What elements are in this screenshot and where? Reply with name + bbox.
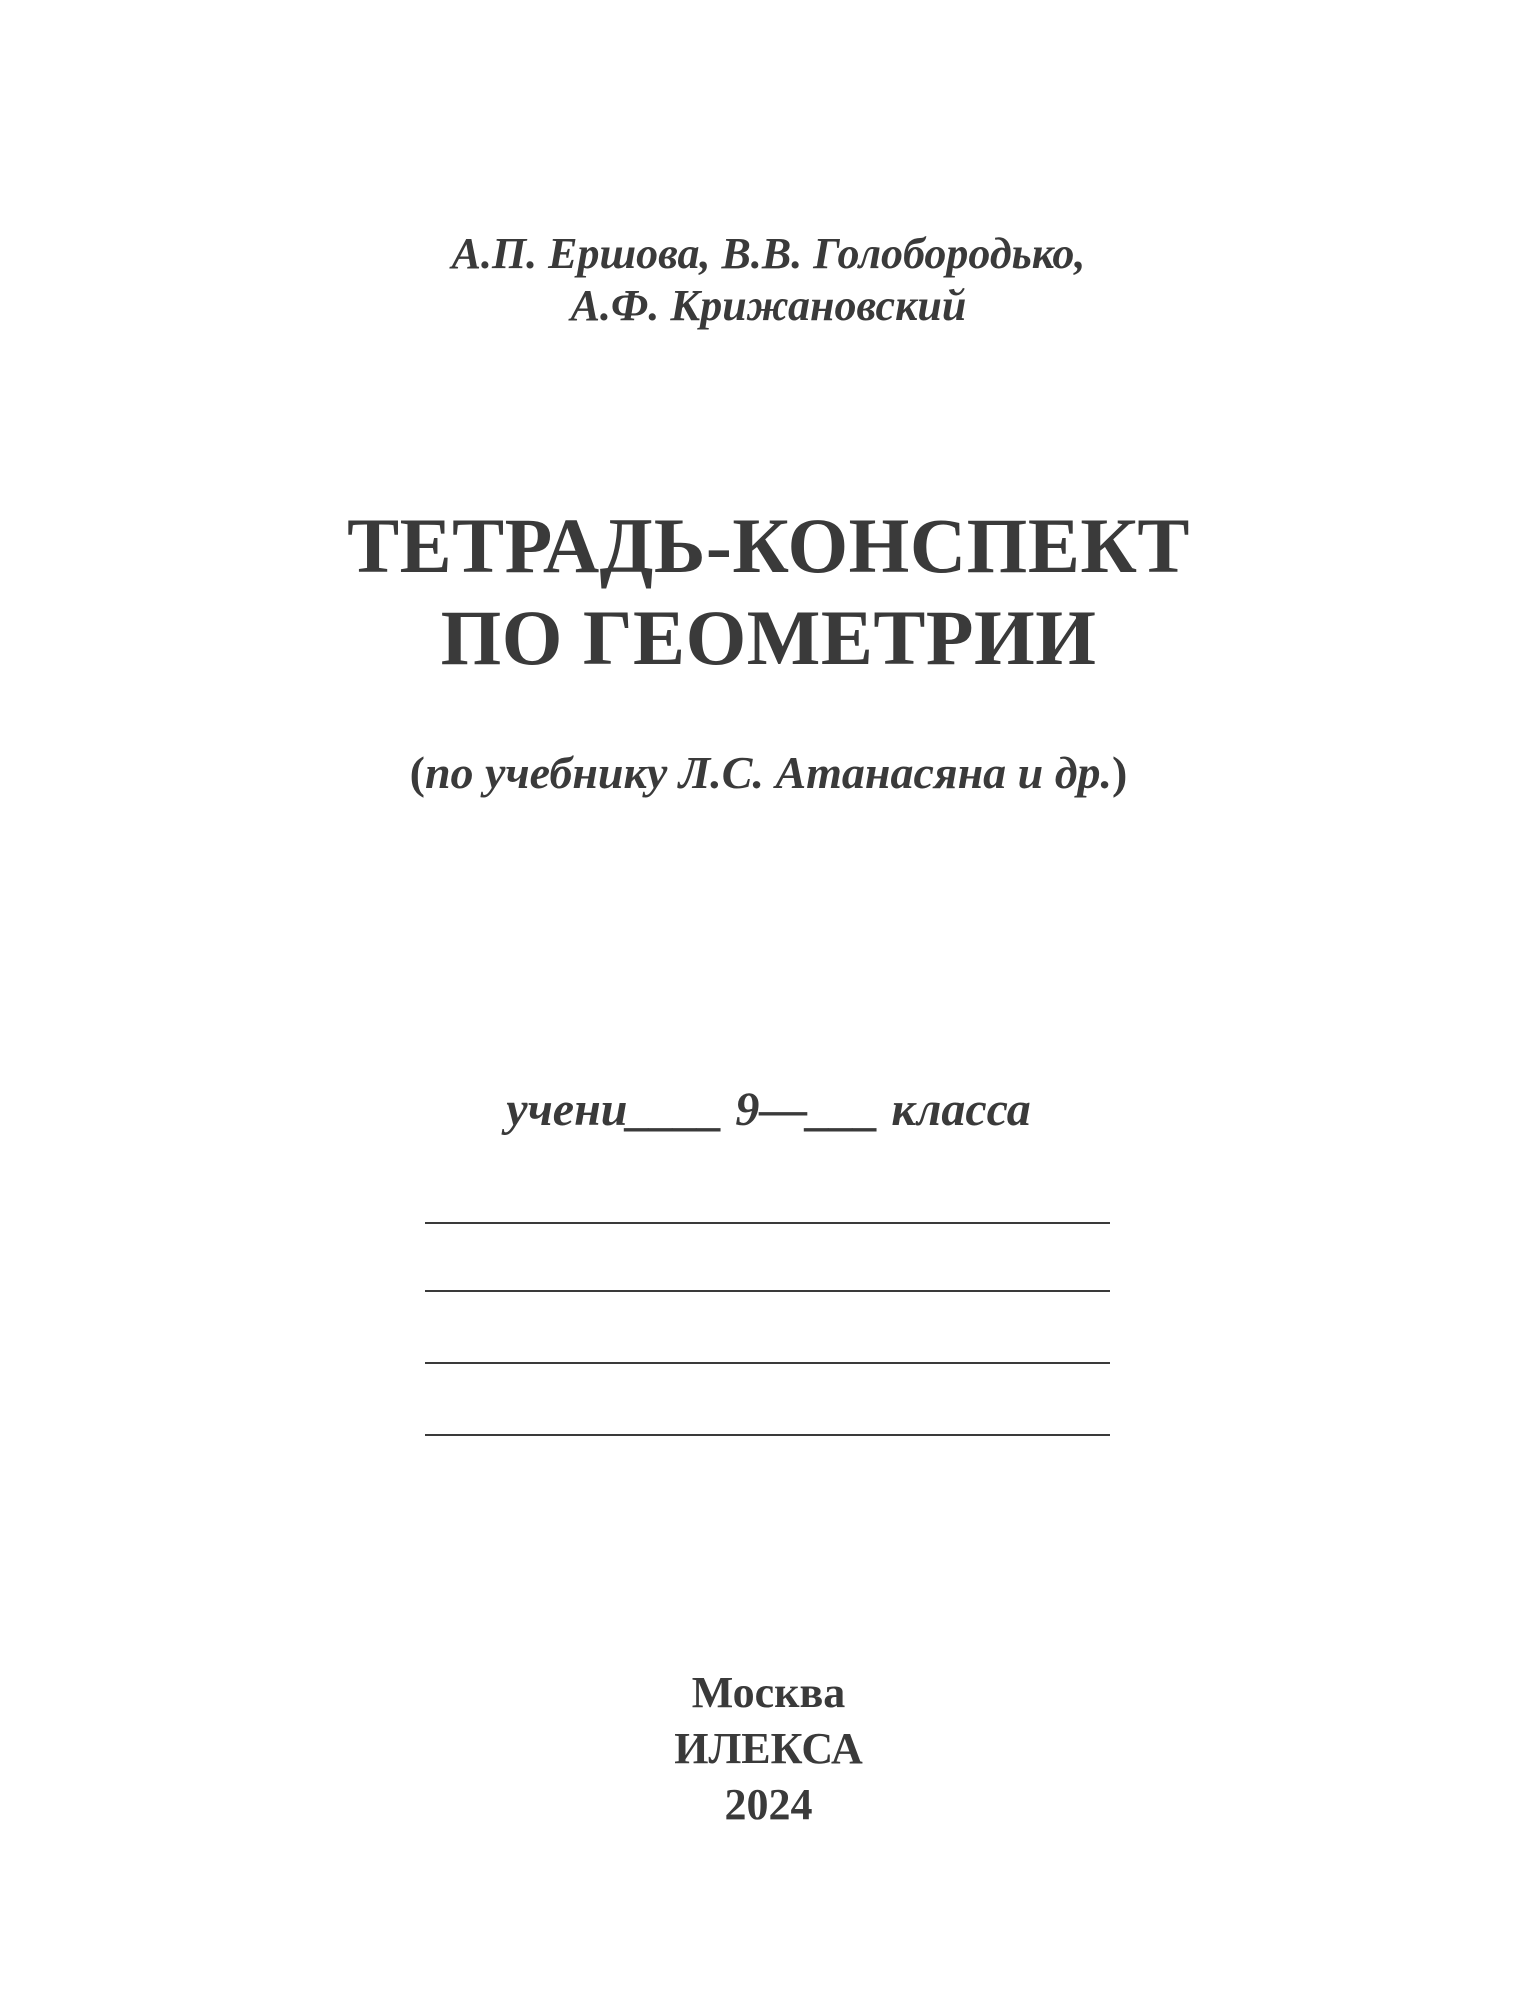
name-blank-line-2	[425, 1290, 1110, 1292]
subtitle-open-paren: (	[409, 747, 425, 798]
book-title	[0, 500, 1537, 684]
name-blank-line-3	[425, 1362, 1110, 1364]
authors	[0, 228, 1537, 332]
name-blank-line-4	[425, 1434, 1110, 1436]
name-blank-line-1	[425, 1222, 1110, 1224]
student-class-line: учени____ 9—___ класса	[506, 1083, 1031, 1136]
subtitle	[0, 745, 1537, 801]
publisher-block	[0, 1665, 1537, 1833]
publication-year: 2024	[724, 1780, 813, 1829]
authors-line-1: А.П. Ершова, В.В. Голобородько,	[451, 229, 1086, 278]
subtitle-text: по учебнику Л.С. Атанасяна и др.	[424, 747, 1113, 798]
publisher-city: Москва	[691, 1668, 846, 1717]
title-line-1: ТЕТРАДЬ-КОНСПЕКТ	[347, 502, 1190, 589]
authors-line-2: А.Ф. Крижановский	[570, 281, 967, 330]
subtitle-close-paren: )	[1112, 747, 1128, 798]
publisher-name: ИЛЕКСА	[674, 1724, 863, 1773]
title-line-2: ПО ГЕОМЕТРИИ	[440, 594, 1097, 681]
